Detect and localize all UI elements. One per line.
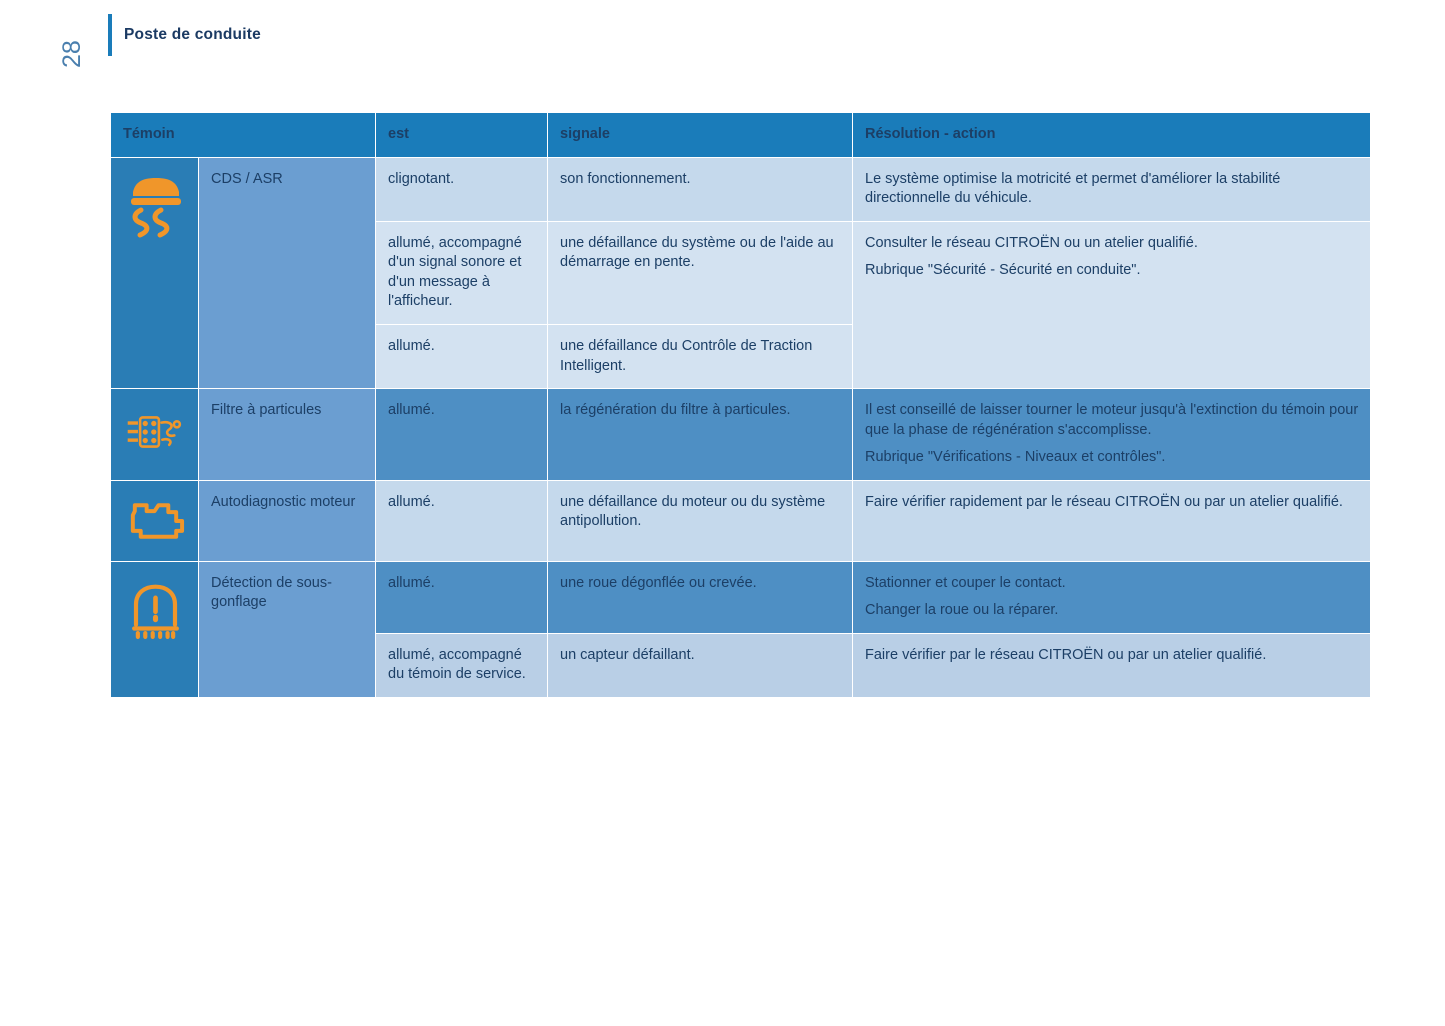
meaning-cell: une défaillance du système ou de l'aide au démarrage en pente. <box>548 221 853 324</box>
meaning-cell: une défaillance du moteur ou du système antipollution. <box>548 480 853 561</box>
state-cell: clignotant. <box>376 157 548 221</box>
tyre-pressure-icon <box>111 561 199 697</box>
warning-lights-table <box>110 112 1371 698</box>
column-header-temoin: Témoin <box>111 113 376 158</box>
warning-label-autodiagnostic-moteur: Autodiagnostic moteur <box>199 480 376 561</box>
page-header <box>108 14 261 56</box>
meaning-cell: une roue dégonflée ou crevée. <box>548 561 853 633</box>
header-accent-bar <box>108 14 112 56</box>
warning-label-cds-asr: CDS / ASR <box>199 157 376 389</box>
table-row <box>111 561 1371 633</box>
state-cell: allumé, accompagné du témoin de service. <box>376 633 548 697</box>
resolution-cell: Le système optimise la motricité et permet d'améliorer la stabilité directionnelle du véhicule. <box>853 157 1371 221</box>
resolution-line-1: Stationner et couper le contact. <box>865 574 1066 591</box>
engine-diagnostic-icon <box>111 480 199 561</box>
resolution-line-2: Rubrique "Sécurité - Sécurité en conduite". <box>865 262 1141 279</box>
column-header-signale: signale <box>548 113 853 158</box>
state-cell: allumé. <box>376 480 548 561</box>
meaning-cell: un capteur défaillant. <box>548 633 853 697</box>
page-number: 28 <box>58 40 86 68</box>
resolution-cell: Faire vérifier rapidement par le réseau CITROËN ou par un atelier qualifié. <box>853 480 1371 561</box>
resolution-line-2: Changer la roue ou la réparer. <box>865 602 1059 619</box>
column-header-est: est <box>376 113 548 158</box>
resolution-cell <box>853 389 1371 481</box>
meaning-cell: son fonctionnement. <box>548 157 853 221</box>
warning-label-detection-sous-gonflage: Détection de sous-gonflage <box>199 561 376 697</box>
warning-label-filtre-particules: Filtre à particules <box>199 389 376 481</box>
page-title: Poste de conduite <box>124 26 261 43</box>
resolution-line-1: Consulter le réseau CITROËN ou un atelier qualifié. <box>865 234 1198 251</box>
table-header-row <box>111 113 1371 158</box>
state-cell: allumé. <box>376 561 548 633</box>
resolution-cell <box>853 221 1371 388</box>
resolution-line-1: Il est conseillé de laisser tourner le moteur jusqu'à l'extinction du témoin pour que la phase de régénération s'accomplisse. <box>865 402 1359 438</box>
meaning-cell: une défaillance du Contrôle de Traction Intelligent. <box>548 324 853 388</box>
column-header-resolution: Résolution - action <box>853 113 1371 158</box>
traction-control-icon <box>111 157 199 389</box>
state-cell: allumé, accompagné d'un signal sonore et d'un message à l'afficheur. <box>376 221 548 324</box>
resolution-cell <box>853 561 1371 633</box>
table-row <box>111 389 1371 481</box>
resolution-cell: Faire vérifier par le réseau CITROËN ou par un atelier qualifié. <box>853 633 1371 697</box>
table-row <box>111 480 1371 561</box>
resolution-line-2: Rubrique "Vérifications - Niveaux et contrôles". <box>865 449 1166 466</box>
state-cell: allumé. <box>376 389 548 481</box>
state-cell: allumé. <box>376 324 548 388</box>
table-row <box>111 157 1371 221</box>
particle-filter-icon <box>111 389 199 481</box>
meaning-cell: la régénération du filtre à particules. <box>548 389 853 481</box>
